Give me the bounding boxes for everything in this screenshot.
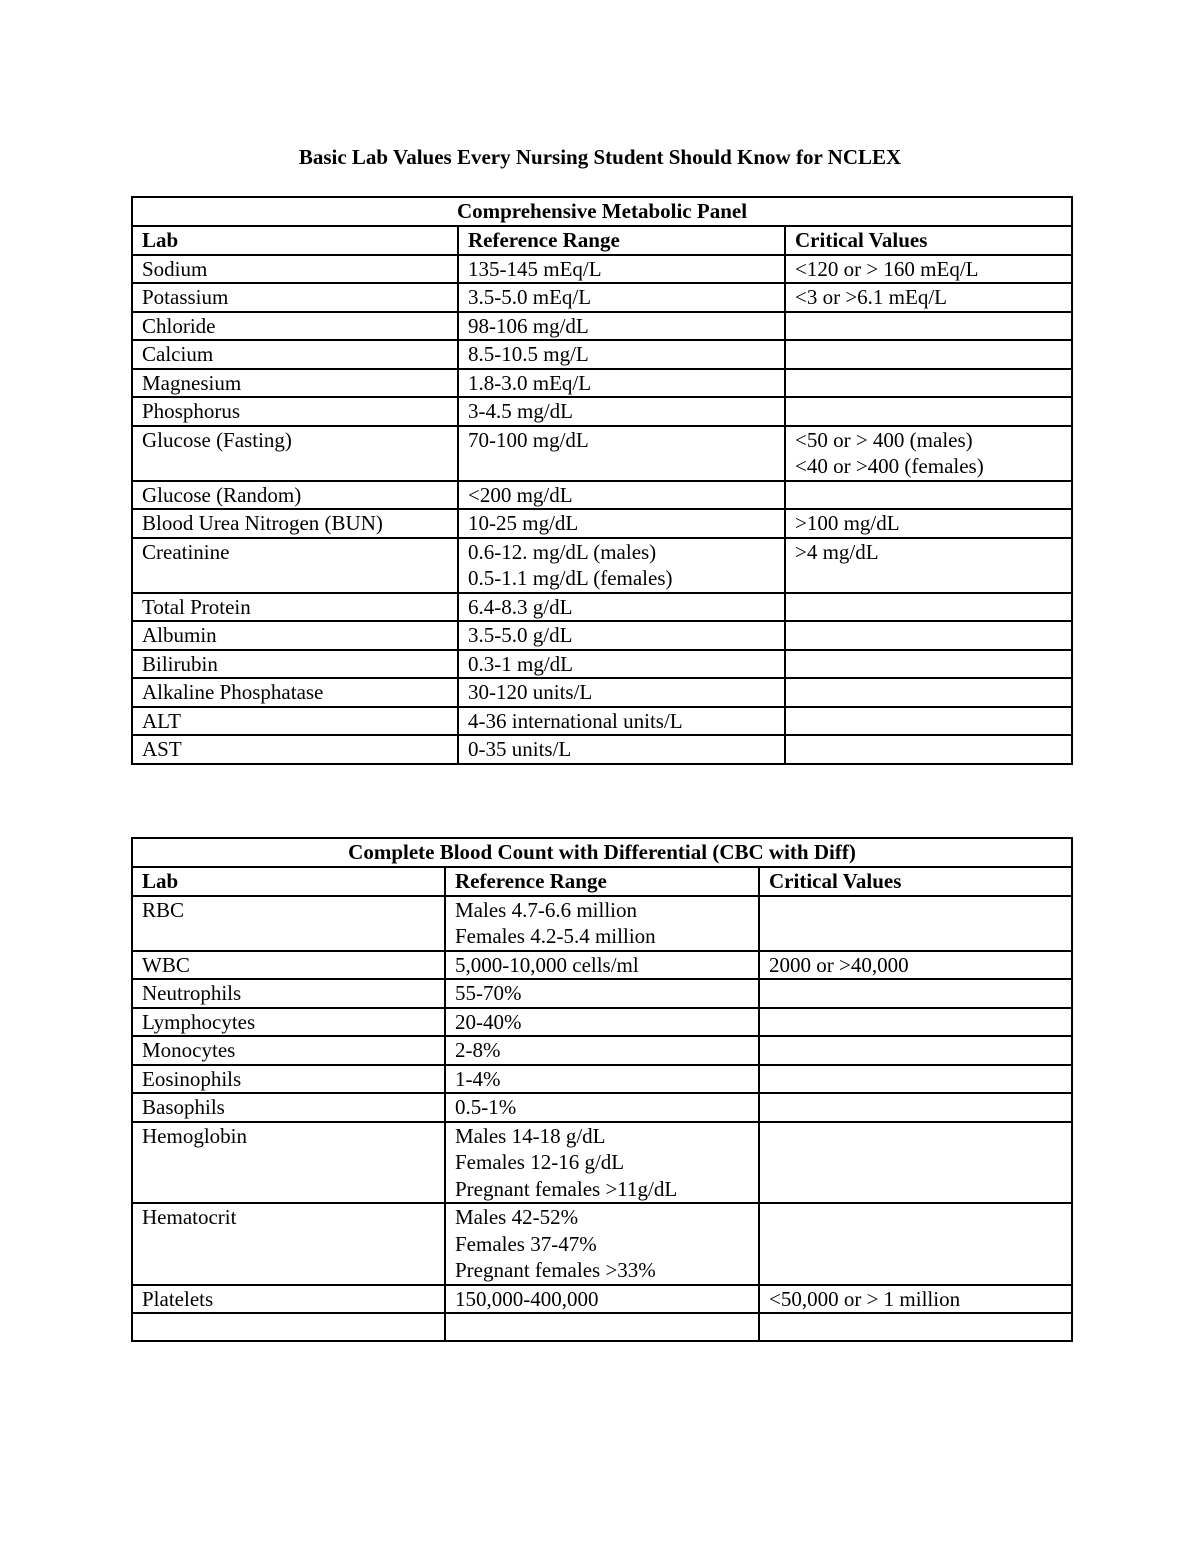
critical-values-cell (759, 1313, 1072, 1341)
table-row (132, 951, 1072, 980)
reference-range-line: Pregnant females >11g/dL (455, 1176, 678, 1201)
column-header-row (132, 867, 1072, 896)
reference-range-line: 5,000-10,000 cells/ml (455, 952, 639, 977)
table-row (132, 538, 1072, 593)
reference-range-cell (458, 481, 785, 510)
table-row (132, 509, 1072, 538)
table-row (132, 979, 1072, 1008)
reference-range-line: 0.6-12. mg/dL (males) (468, 539, 657, 564)
lab-name-cell: Monocytes (132, 1036, 445, 1065)
reference-range-line: 135-145 mEq/L (468, 256, 602, 281)
column-header-row (132, 226, 1072, 255)
reference-range-cell (445, 1203, 759, 1285)
critical-values-cell (785, 340, 1072, 369)
table-row (132, 369, 1072, 398)
reference-range-cell (445, 951, 759, 980)
reference-range-cell (445, 979, 759, 1008)
table-row (132, 1065, 1072, 1094)
reference-range-line: <200 mg/dL (468, 482, 573, 507)
critical-values-line: >100 mg/dL (795, 511, 900, 535)
table-row (132, 312, 1072, 341)
critical-values-cell (759, 951, 1072, 980)
critical-values-line: <3 or >6.1 mEq/L (795, 285, 948, 309)
reference-range-line: Pregnant females >33% (455, 1258, 656, 1282)
lab-name-cell: Hemoglobin (132, 1122, 445, 1204)
table-row (132, 1122, 1072, 1204)
reference-range-line: Females 37-47% (455, 1231, 597, 1256)
column-header-critical-values: Critical Values (759, 867, 1072, 896)
table-row (132, 678, 1072, 707)
reference-range-line: 1-4% (455, 1066, 501, 1091)
table-row (132, 1093, 1072, 1122)
reference-range-line: 0.3-1 mg/dL (468, 651, 573, 676)
lab-name-cell: Albumin (132, 621, 458, 650)
lab-name-cell: Neutrophils (132, 979, 445, 1008)
critical-values-cell (759, 1008, 1072, 1037)
reference-range-line: 4-36 international units/L (468, 708, 683, 733)
reference-range-cell (445, 1036, 759, 1065)
lab-name-cell: ALT (132, 707, 458, 736)
reference-range-line: Females 4.2-5.4 million (455, 924, 656, 948)
critical-values-cell (759, 1065, 1072, 1094)
critical-values-cell (785, 397, 1072, 426)
lab-name-cell: Bilirubin (132, 650, 458, 679)
critical-values-cell (759, 979, 1072, 1008)
lab-name-cell: Calcium (132, 340, 458, 369)
critical-values-line: <50 or > 400 (males) (795, 427, 973, 452)
lab-name-cell: Total Protein (132, 593, 458, 622)
reference-range-cell (458, 707, 785, 736)
lab-name-cell: Potassium (132, 283, 458, 312)
panel-title: Complete Blood Count with Differential (CBC with Diff) (132, 838, 1072, 867)
reference-range-line: 98-106 mg/dL (468, 313, 589, 338)
column-header-reference-range: Reference Range (458, 226, 785, 255)
critical-values-cell (759, 1036, 1072, 1065)
column-header-lab: Lab (132, 226, 458, 255)
column-header-lab: Lab (132, 867, 445, 896)
reference-range-line: 3.5-5.0 g/dL (468, 623, 573, 647)
lab-name-cell: Lymphocytes (132, 1008, 445, 1037)
reference-range-line: 150,000-400,000 (455, 1286, 599, 1311)
reference-range-cell (458, 283, 785, 312)
reference-range-line: 55-70% (455, 981, 522, 1005)
critical-values-line: 2000 or >40,000 (769, 952, 909, 977)
critical-values-cell (785, 509, 1072, 538)
lab-name-cell: Basophils (132, 1093, 445, 1122)
comprehensive-metabolic-panel-table (131, 196, 1073, 765)
reference-range-line: 8.5-10.5 mg/L (468, 342, 589, 366)
reference-range-cell (458, 538, 785, 593)
critical-values-cell (785, 426, 1072, 481)
reference-range-line: 0.5-1.1 mg/dL (females) (468, 566, 673, 590)
table-row (132, 735, 1072, 764)
column-header-critical-values: Critical Values (785, 226, 1072, 255)
reference-range-cell (458, 735, 785, 764)
reference-range-line: 0-35 units/L (468, 737, 572, 761)
complete-blood-count-table (131, 837, 1073, 1342)
reference-range-cell (458, 312, 785, 341)
reference-range-line: 1.8-3.0 mEq/L (468, 370, 592, 395)
lab-name-cell: AST (132, 735, 458, 764)
reference-range-cell (445, 1313, 759, 1341)
critical-values-cell (759, 1122, 1072, 1204)
table-row (132, 621, 1072, 650)
critical-values-cell (785, 650, 1072, 679)
lab-name-cell: Phosphorus (132, 397, 458, 426)
reference-range-cell (445, 1065, 759, 1094)
table-row (132, 426, 1072, 481)
reference-range-line: 6.4-8.3 g/dL (468, 594, 573, 619)
table-row (132, 1285, 1072, 1314)
lab-name-cell: Blood Urea Nitrogen (BUN) (132, 509, 458, 538)
critical-values-cell (785, 255, 1072, 284)
reference-range-cell (445, 896, 759, 951)
reference-range-line: 3-4.5 mg/dL (468, 399, 573, 423)
reference-range-line: 3.5-5.0 mEq/L (468, 285, 592, 309)
lab-name-cell: Sodium (132, 255, 458, 284)
reference-range-line: 20-40% (455, 1009, 522, 1034)
reference-range-line: 10-25 mg/dL (468, 511, 579, 535)
reference-range-cell (445, 1008, 759, 1037)
critical-values-cell (785, 538, 1072, 593)
critical-values-cell (785, 369, 1072, 398)
table-row (132, 1008, 1072, 1037)
table-row (132, 397, 1072, 426)
critical-values-cell (759, 896, 1072, 951)
critical-values-line: >4 mg/dL (795, 539, 879, 564)
reference-range-line: Females 12-16 g/dL (455, 1150, 625, 1174)
critical-values-line: <40 or >400 (females) (795, 454, 984, 478)
column-header-reference-range: Reference Range (445, 867, 759, 896)
critical-values-cell (785, 621, 1072, 650)
reference-range-cell (458, 369, 785, 398)
critical-values-cell (785, 481, 1072, 510)
lab-name-cell: WBC (132, 951, 445, 980)
table-row (132, 896, 1072, 951)
reference-range-line: 0.5-1% (455, 1095, 517, 1119)
table-row (132, 593, 1072, 622)
lab-name-cell: RBC (132, 896, 445, 951)
panel-title: Comprehensive Metabolic Panel (132, 197, 1072, 226)
reference-range-cell (458, 426, 785, 481)
reference-range-line: 2-8% (455, 1038, 501, 1062)
reference-range-line: Males 14-18 g/dL (455, 1123, 606, 1148)
critical-values-cell (785, 678, 1072, 707)
critical-values-cell (759, 1093, 1072, 1122)
lab-name-cell: Hematocrit (132, 1203, 445, 1285)
reference-range-cell (458, 255, 785, 284)
table-row (132, 1313, 1072, 1341)
critical-values-cell (759, 1285, 1072, 1314)
lab-name-cell: Creatinine (132, 538, 458, 593)
reference-range-cell (458, 397, 785, 426)
lab-name-cell: Eosinophils (132, 1065, 445, 1094)
reference-range-cell (458, 593, 785, 622)
reference-range-cell (445, 1093, 759, 1122)
critical-values-cell (785, 283, 1072, 312)
critical-values-cell (785, 593, 1072, 622)
reference-range-cell (458, 509, 785, 538)
lab-name-cell (132, 1313, 445, 1341)
lab-name-cell: Chloride (132, 312, 458, 341)
table-row (132, 1203, 1072, 1285)
reference-range-cell (458, 650, 785, 679)
reference-range-cell (445, 1122, 759, 1204)
reference-range-line: 30-120 units/L (468, 680, 593, 704)
critical-values-cell (785, 312, 1072, 341)
table-row (132, 1036, 1072, 1065)
reference-range-cell (458, 621, 785, 650)
lab-name-cell: Glucose (Random) (132, 481, 458, 510)
lab-name-cell: Platelets (132, 1285, 445, 1314)
reference-range-line: Males 42-52% (455, 1205, 579, 1229)
reference-range-cell (445, 1285, 759, 1314)
document-title: Basic Lab Values Every Nursing Student Should Know for NCLEX (298, 145, 902, 169)
lab-name-cell: Magnesium (132, 369, 458, 398)
table-row (132, 481, 1072, 510)
lab-name-cell: Glucose (Fasting) (132, 426, 458, 481)
reference-range-cell (458, 678, 785, 707)
table-row (132, 707, 1072, 736)
critical-values-cell (759, 1203, 1072, 1285)
reference-range-line: Males 4.7-6.6 million (455, 897, 637, 922)
table-row (132, 255, 1072, 284)
lab-name-cell: Alkaline Phosphatase (132, 678, 458, 707)
table-row (132, 283, 1072, 312)
table-row (132, 340, 1072, 369)
table-row (132, 650, 1072, 679)
reference-range-cell (458, 340, 785, 369)
critical-values-line: <120 or > 160 mEq/L (795, 256, 979, 281)
reference-range-line: 70-100 mg/dL (468, 427, 589, 452)
critical-values-cell (785, 735, 1072, 764)
critical-values-line: <50,000 or > 1 million (769, 1286, 961, 1311)
critical-values-cell (785, 707, 1072, 736)
